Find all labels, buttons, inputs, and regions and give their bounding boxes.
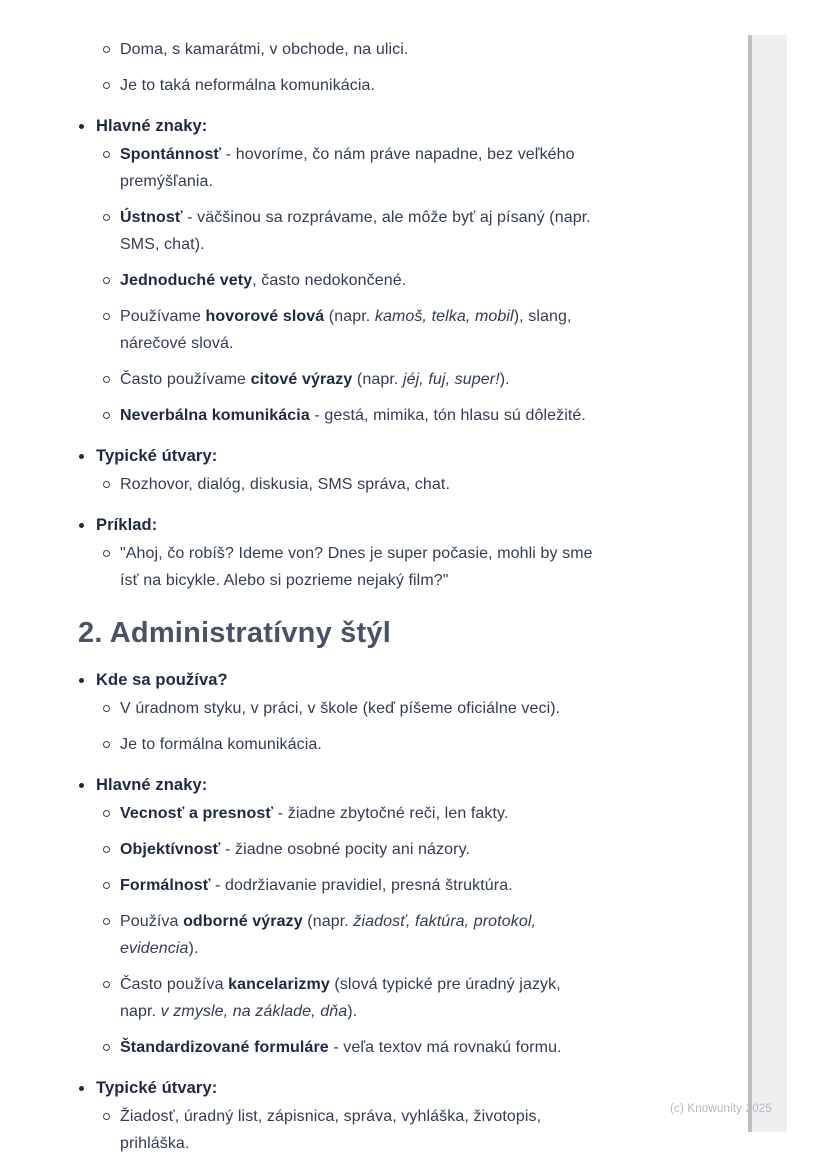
list-item-text <box>120 267 640 294</box>
bold-text: citové výrazy <box>250 371 353 388</box>
bullet-disc-icon <box>78 113 96 140</box>
list-item-level2 <box>103 366 640 393</box>
text: Hlavné znaky: <box>96 117 208 135</box>
text-line <box>120 72 640 99</box>
text-line <box>120 330 640 357</box>
text: - žiadne osobné pocity ani názory. <box>220 841 471 858</box>
text-line <box>120 471 640 498</box>
text: (slová typické pre úradný jazyk, <box>329 976 561 993</box>
italic-text: v zmysle, na základe, dňa <box>160 1003 348 1020</box>
bullet-disc-icon <box>78 667 96 694</box>
list-item-text <box>96 113 640 140</box>
text: nárečové slová. <box>120 335 234 352</box>
text: , často nedokončené. <box>252 272 407 289</box>
text: - dodržiavanie pravidiel, presná štruktúra. <box>210 877 513 894</box>
text-line <box>120 800 640 827</box>
text: napr. <box>120 1003 161 1020</box>
text: Typické útvary: <box>96 1079 218 1097</box>
list-item-level2 <box>103 1103 640 1157</box>
bold-text: Jednoduché vety <box>120 272 253 289</box>
text: Doma, s kamarátmi, v obchode, na ulici. <box>120 41 409 58</box>
list-item-level2 <box>103 971 640 1025</box>
bullet-disc-icon <box>78 443 96 470</box>
text-line <box>120 935 640 962</box>
bullet-disc-icon <box>78 772 96 799</box>
bullet-circle-icon <box>103 204 120 231</box>
list-item-level2 <box>103 471 640 498</box>
text: - veľa textov má rovnakú formu. <box>328 1039 562 1056</box>
text: 2. Administratívny štýl <box>78 617 391 649</box>
text: ísť na bicykle. Alebo si pozrieme nejaký film?" <box>120 572 449 589</box>
list-item-level2 <box>103 1034 640 1061</box>
list-item-text <box>120 204 640 258</box>
text-line <box>120 908 640 935</box>
list-item-level2 <box>103 695 640 722</box>
text-line <box>96 512 640 539</box>
list-item-text <box>120 872 640 899</box>
bold-text: Ústnosť <box>120 209 183 226</box>
bullet-circle-icon <box>103 303 120 330</box>
text-line <box>120 1130 640 1157</box>
text: Rozhovor, dialóg, diskusia, SMS správa, chat. <box>120 476 450 493</box>
text-line <box>120 971 640 998</box>
text-line <box>120 731 640 758</box>
bullet-circle-icon <box>103 267 120 294</box>
list-item-level2 <box>103 303 640 357</box>
list-item-level2 <box>103 36 640 63</box>
bullet-circle-icon <box>103 1103 120 1130</box>
text: prihláška. <box>120 1135 190 1152</box>
bullet-circle-icon <box>103 366 120 393</box>
bullet-circle-icon <box>103 36 120 63</box>
document-content <box>78 0 640 1166</box>
list-item-text <box>96 1075 640 1102</box>
text-line <box>120 36 640 63</box>
bullet-disc-icon <box>78 512 96 539</box>
list-item-level1 <box>78 512 640 539</box>
list-item-text <box>120 303 640 357</box>
text: Je to formálna komunikácia. <box>120 736 322 753</box>
text-line <box>120 998 640 1025</box>
list-item-text <box>120 695 640 722</box>
list-item-level1 <box>78 113 640 140</box>
list-item-level2 <box>103 908 640 962</box>
list-item-text <box>120 141 640 195</box>
list-item-text <box>120 366 640 393</box>
scrollbar-thumb[interactable] <box>748 35 752 1132</box>
copyright-notice: (c) Knowunity 2025 <box>669 1103 772 1115</box>
bold-text: Formálnosť <box>120 877 211 894</box>
text-line <box>120 267 640 294</box>
text: Často používa <box>120 976 229 993</box>
italic-text: žiadosť, faktúra, protokol, <box>353 913 537 930</box>
text-line <box>120 872 640 899</box>
list-item-level1 <box>78 772 640 799</box>
list-item-text <box>96 512 640 539</box>
bullet-disc-icon <box>78 1075 96 1102</box>
list-item-text <box>120 36 640 63</box>
text-line <box>96 772 640 799</box>
bullet-circle-icon <box>103 908 120 935</box>
text: - hovoríme, čo nám práve napadne, bez veľkého <box>221 146 575 163</box>
text-line <box>120 567 640 594</box>
bullet-circle-icon <box>103 402 120 429</box>
text-line <box>120 366 640 393</box>
bold-text: Štandardizované formuláre <box>120 1039 329 1056</box>
list-item-text <box>120 731 640 758</box>
list-item-text <box>120 836 640 863</box>
list-item-text <box>120 800 640 827</box>
list-item-level2 <box>103 731 640 758</box>
list-item-text <box>120 540 640 594</box>
list-item-level1 <box>78 1075 640 1102</box>
italic-text: kamoš, telka, mobil <box>374 308 514 325</box>
text-line <box>120 204 640 231</box>
text-line <box>120 303 640 330</box>
bold-text: kancelarizmy <box>228 976 330 993</box>
list-item-text <box>120 402 640 429</box>
list-item-text <box>120 1034 640 1061</box>
text-line <box>120 402 640 429</box>
text-line <box>120 1103 640 1130</box>
bullet-circle-icon <box>103 1034 120 1061</box>
bold-text: Objektívnosť <box>120 841 221 858</box>
text-line <box>96 113 640 140</box>
text: Používa <box>120 913 184 930</box>
list-item-level1 <box>78 443 640 470</box>
scrollbar-track[interactable] <box>748 35 787 1132</box>
list-item-level2 <box>103 800 640 827</box>
text: Príklad: <box>96 516 158 534</box>
list-item-level1 <box>78 667 640 694</box>
text-line <box>96 667 640 694</box>
text: ), slang, <box>513 308 572 325</box>
text: SMS, chat). <box>120 236 205 253</box>
list-item-text <box>96 667 640 694</box>
list-item-level2 <box>103 836 640 863</box>
text: Používame <box>120 308 206 325</box>
italic-text: jéj, fuj, super! <box>402 371 500 388</box>
text: V úradnom styku, v práci, v škole (keď píšeme oficiálne veci). <box>120 700 561 717</box>
bullet-circle-icon <box>103 72 120 99</box>
list-item-text <box>120 471 640 498</box>
bold-text: Vecnosť a presnosť <box>120 805 274 822</box>
list-item-text <box>96 772 640 799</box>
text-line <box>120 141 640 168</box>
list-item-text <box>120 1103 640 1157</box>
text-line <box>120 231 640 258</box>
text: Typické útvary: <box>96 447 218 465</box>
list-item-text <box>120 72 640 99</box>
bold-text: Spontánnosť <box>120 146 222 163</box>
text: (napr. <box>302 913 354 930</box>
list-item-level2 <box>103 141 640 195</box>
bullet-circle-icon <box>103 971 120 998</box>
list-item-level2 <box>103 540 640 594</box>
list-item-level2 <box>103 204 640 258</box>
text: Žiadosť, úradný list, zápisnica, správa, vyhláška, životopis, <box>120 1108 542 1125</box>
text: Je to taká neformálna komunikácia. <box>120 77 376 94</box>
bullet-circle-icon <box>103 141 120 168</box>
text: ). <box>188 940 199 957</box>
text-line <box>120 695 640 722</box>
text: Často používame <box>120 371 251 388</box>
list-item-level2 <box>103 72 640 99</box>
text: ). <box>347 1003 358 1020</box>
italic-text: evidencia <box>120 940 189 957</box>
text-line <box>120 168 640 195</box>
text: - žiadne zbytočné reči, len fakty. <box>273 805 509 822</box>
text-line <box>120 540 640 567</box>
list-item-level2 <box>103 872 640 899</box>
section-heading <box>78 613 640 653</box>
bold-text: hovorové slová <box>205 308 325 325</box>
text: - väčšinou sa rozprávame, ale môže byť aj písaný (napr. <box>182 209 591 226</box>
bullet-circle-icon <box>103 540 120 567</box>
bullet-circle-icon <box>103 872 120 899</box>
text-line <box>96 443 640 470</box>
list-item-text <box>120 971 640 1025</box>
text: Kde sa používa? <box>96 671 228 689</box>
list-item-text <box>96 443 640 470</box>
bullet-circle-icon <box>103 836 120 863</box>
text-line <box>120 1034 640 1061</box>
bullet-circle-icon <box>103 731 120 758</box>
bullet-circle-icon <box>103 695 120 722</box>
bold-text: Neverbálna komunikácia <box>120 407 310 424</box>
text-line <box>120 836 640 863</box>
text: premýšľania. <box>120 173 214 190</box>
list-item-level2 <box>103 267 640 294</box>
text-line <box>96 1075 640 1102</box>
text: (napr. <box>352 371 403 388</box>
text: ). <box>499 371 510 388</box>
bullet-circle-icon <box>103 471 120 498</box>
text: "Ahoj, čo robíš? Ideme von? Dnes je super počasie, mohli by sme <box>120 545 593 562</box>
list-item-level2 <box>103 402 640 429</box>
text: - gestá, mimika, tón hlasu sú dôležité. <box>309 407 586 424</box>
text: Hlavné znaky: <box>96 776 208 794</box>
list-item-text <box>120 908 640 962</box>
bullet-circle-icon <box>103 800 120 827</box>
text: (napr. <box>324 308 375 325</box>
bold-text: odborné výrazy <box>183 913 303 930</box>
